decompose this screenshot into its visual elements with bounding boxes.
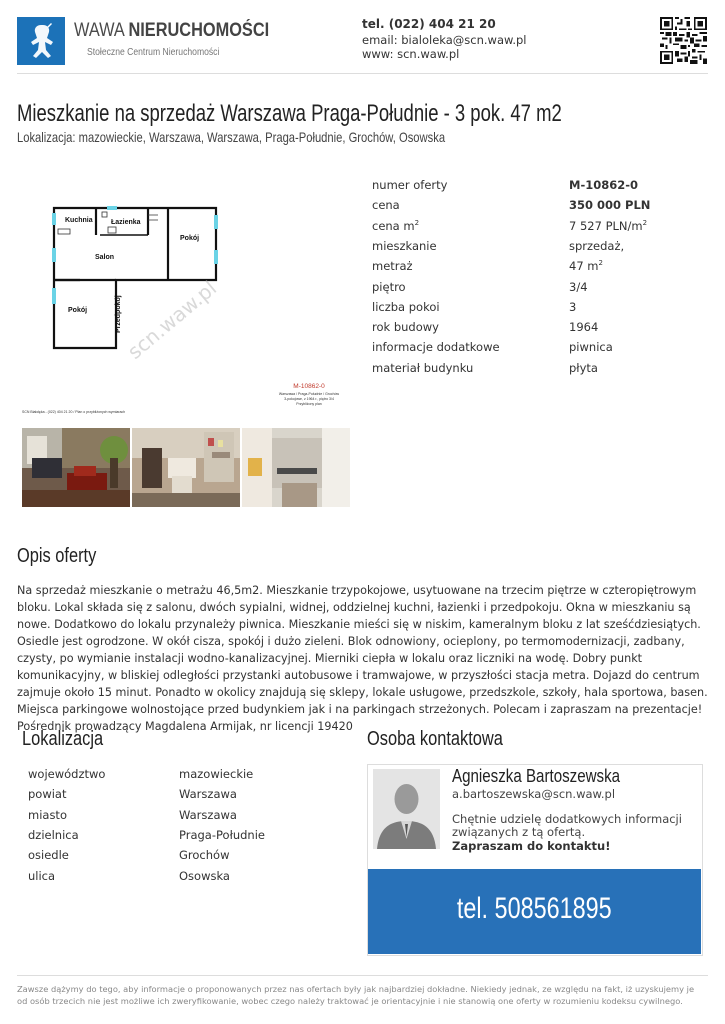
detail-value: 7 527 PLN/$m^2$	[569, 218, 648, 233]
photo-thumbnail-living-room[interactable]	[22, 428, 130, 507]
detail-value: 3/4	[569, 279, 588, 294]
page-title: Mieszkanie na sprzedaż Warszawa Praga-Południe - 3 pok. 47 m2	[17, 100, 562, 127]
detail-value: 1964	[569, 320, 599, 335]
detail-row	[372, 239, 712, 259]
location-value: Warszawa	[179, 787, 237, 802]
qr-code-icon	[660, 17, 707, 64]
detail-value: M-10862-0	[569, 178, 638, 192]
location-row	[28, 808, 348, 828]
description-heading: Opis oferty	[17, 545, 97, 567]
header-phone[interactable]: tel. (022) 404 21 20	[362, 17, 496, 31]
location-label: dzielnica	[28, 827, 79, 842]
plan-offer-code: M-10862-0	[293, 383, 325, 390]
detail-row	[372, 198, 712, 218]
contact-heading: Osoba kontaktowa	[367, 728, 503, 750]
detail-label: rok budowy	[372, 320, 439, 335]
detail-row	[372, 259, 712, 279]
detail-label: metraż	[372, 259, 413, 274]
location-label: powiat	[28, 787, 67, 802]
room-label: Przedpokój	[115, 295, 122, 333]
room-label: Kuchnia	[65, 217, 93, 224]
footer-disclaimer: Zawsze dążymy do tego, aby informacje o proponowanych przez nas ofertach były jak najbardziej dokładne. Niekiedy jednak, ze względu na fakt, iż uzyskujemy je od osób trzecich nie jest możliwe ich zweryfikowanie, wobec czego należy traktować je orientacyjnie i nie stanowią one oferty w rozumieniu kodeksu cywilnego.	[17, 984, 695, 1006]
agent-info: związanych z tą ofertą.	[452, 825, 586, 839]
plan-footnote: SCN Białołęka - (022) 404 21 20 / Plan o przybliżonych wymiarach	[22, 410, 126, 414]
avatar	[373, 769, 440, 849]
location-heading: Lokalizacja	[22, 728, 104, 750]
plan-caption: Przybliżony plan	[296, 402, 322, 406]
plan-caption: Warszawa / Praga-Południe / Grochów	[278, 392, 340, 396]
logo-icon	[17, 17, 65, 65]
agent-phone[interactable]: tel. 508561895	[457, 892, 612, 925]
agent-name: Agnieszka Bartoszewska	[452, 766, 621, 786]
location-label: osiedle	[28, 848, 69, 863]
detail-label: materiał budynku	[372, 360, 474, 375]
location-row	[28, 828, 348, 848]
location-value: Warszawa	[179, 807, 237, 822]
detail-label: numer oferty	[372, 178, 448, 192]
plan-caption: 3-pokojowe, z 1964 r., piętro 3/4	[284, 397, 334, 401]
header-website[interactable]: www: scn.waw.pl	[362, 47, 460, 61]
detail-value: 3	[569, 299, 577, 314]
location-row	[28, 767, 348, 787]
location-value: Osowska	[179, 868, 230, 883]
agent-email[interactable]: a.bartoszewska@scn.waw.pl	[452, 787, 616, 801]
detail-value: piwnica	[569, 340, 613, 355]
room-label: Łazienka	[111, 219, 141, 226]
agent-info: Chętnie udzielę dodatkowych informacji	[452, 812, 682, 826]
detail-label: informacje dodatkowe	[372, 340, 500, 355]
location-label: województwo	[28, 767, 106, 781]
detail-value: 350 000 PLN	[569, 198, 651, 213]
detail-label: piętro	[372, 279, 406, 294]
floor-plan-image[interactable]	[20, 185, 350, 415]
header-divider	[17, 73, 708, 74]
detail-row	[372, 219, 712, 239]
header-email[interactable]: email: bialoleka@scn.waw.pl	[362, 33, 527, 47]
location-label: ulica	[28, 868, 56, 883]
location-value: Grochów	[179, 848, 230, 863]
detail-row	[372, 300, 712, 320]
description-text: Na sprzedaż mieszkanie o metrażu 46,5m2. Mieszkanie trzypokojowe, usytuowane na trzecim piętrze w czteropiętrowym bloku. Lokal składa się z salonu, dwóch sypialni, widnej, oddzielnej kuchni, łazienki i przedpokoju. Okna w mieszkaniu są nowe. Dodatkowo do lokalu przynależy piwnica. Mieszkanie mieści się w niskim, kameralnym bloku z lat sześćdziesiątych. Osiedle jest ogrodzone. W okół cisza, spokój i dużo zieleni. Blok odnowiony, ocieplony, po termomodernizacji, zadbany, czysty, po wymianie instalacji wodno-kanalizacyjnej. Mierniki ciepła w lokalu oraz liczniki na wodę. Dobry punkt komunikacyjny, w bliskiej odległości przystanki autobusowe i tramwajowe, w przyszłości stacja metra. Dojazd do centrum zajmuje około 15 minut. Ponadto w okolicy znajdują się sklepy, lokale usługowe, przedszkole, szkoły, hala sportowa, basen. Miejsca parkingowe wolnostojące przed budynkiem jak i na parkingach strzeżonych. Polecam i zapraszam na prezentacje! Pośrednik prowadzący Magdalena Armijak, nr licencji 19420	[17, 584, 708, 733]
room-label: Pokój	[68, 307, 88, 314]
watermark: scn.waw.pl	[122, 275, 222, 364]
location-summary: Lokalizacja: mazowieckie, Warszawa, Warszawa, Praga-Południe, Grochów, Osowska	[17, 129, 446, 145]
location-label: miasto	[28, 807, 67, 822]
location-row	[28, 787, 348, 807]
detail-row	[372, 280, 712, 300]
contact-cta: Zapraszam do kontaktu!	[452, 839, 611, 853]
brand-subtitle: Stołeczne Centrum Nieruchomości	[87, 47, 220, 58]
detail-value: sprzedaż,	[569, 238, 625, 253]
brand-title: WAWA NIERUCHOMOŚCI	[74, 20, 270, 41]
room-label: Salon	[95, 254, 115, 261]
photo-thumbnail-bathroom[interactable]	[132, 428, 240, 507]
detail-value: 47 $m^2$	[569, 259, 603, 274]
location-row	[28, 848, 348, 868]
detail-label: mieszkanie	[372, 238, 437, 253]
photo-thumbnail-kitchen[interactable]	[242, 428, 350, 507]
detail-label: cena	[372, 198, 400, 213]
detail-row	[372, 340, 712, 360]
location-value: mazowieckie	[179, 767, 254, 781]
room-label: Pokój	[180, 235, 200, 242]
detail-label: liczba pokoi	[372, 299, 440, 314]
detail-row	[372, 178, 712, 198]
detail-label: cena $m^2$	[372, 218, 420, 233]
detail-value: płyta	[569, 360, 598, 375]
detail-row	[372, 320, 712, 340]
location-row	[28, 869, 348, 889]
location-value: Praga-Południe	[179, 827, 265, 842]
footer-divider	[17, 975, 708, 976]
detail-row	[372, 361, 712, 381]
